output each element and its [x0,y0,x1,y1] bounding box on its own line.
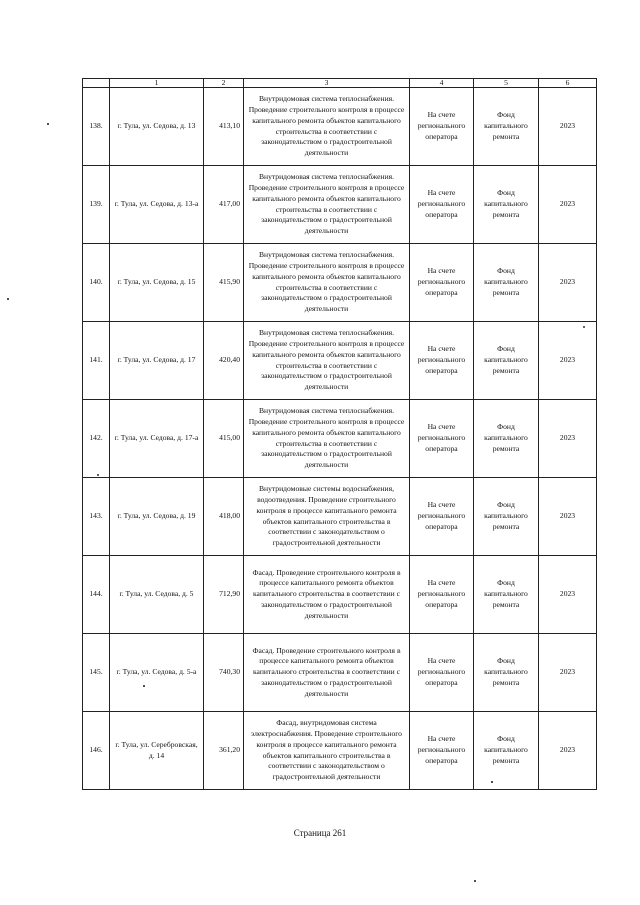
row-account-type: На счете регионального оператора [410,556,474,634]
row-work-description: Фасад. Проведение строительного контроля в процессе капитального ремонта объектов капитального строительства в соответствии с законодательством о градостроительной деятельности [244,634,410,712]
row-fund-source: Фонд капитального ремонта [474,88,539,166]
row-year: 2023 [539,400,597,478]
row-account-type: На счете регионального оператора [410,634,474,712]
row-fund-source: Фонд капитального ремонта [474,712,539,790]
scan-speck [491,781,493,783]
row-account-type: На счете регионального оператора [410,88,474,166]
row-address: г. Тула, ул. Седова, д. 5 [110,556,204,634]
scan-speck [583,326,585,328]
scan-speck [97,474,99,476]
row-number: 145. [83,634,110,712]
row-work-description: Внутридомовая система теплоснабжения. Проведение строительного контроля в процессе капитального ремонта объектов капитального строительства в соответствии с законодательством о градостроительной деятельности [244,166,410,244]
row-area: 361,20 [204,712,244,790]
row-account-type: На счете регионального оператора [410,322,474,400]
table-header-row [83,79,597,88]
row-year: 2023 [539,478,597,556]
row-area: 418,00 [204,478,244,556]
row-number: 143. [83,478,110,556]
row-work-description: Внутридомовая система теплоснабжения. Проведение строительного контроля в процессе капитального ремонта объектов капитального строительства в соответствии с законодательством о градостроительной деятельности [244,400,410,478]
row-address: г. Тула, ул. Седова, д. 5-а [110,634,204,712]
row-account-type: На счете регионального оператора [410,166,474,244]
row-address: г. Тула, ул. Седова, д. 17 [110,322,204,400]
table-row [83,712,597,790]
row-fund-source: Фонд капитального ремонта [474,634,539,712]
row-year: 2023 [539,712,597,790]
row-area: 413,10 [204,88,244,166]
scan-speck [143,685,145,687]
row-fund-source: Фонд капитального ремонта [474,400,539,478]
row-area: 417,00 [204,166,244,244]
table-row [83,166,597,244]
row-area: 415,00 [204,400,244,478]
row-year: 2023 [539,244,597,322]
row-fund-source: Фонд капитального ремонта [474,322,539,400]
row-area: 712,90 [204,556,244,634]
row-address: г. Тула, ул. Седова, д. 13-а [110,166,204,244]
table-row [83,88,597,166]
row-number: 144. [83,556,110,634]
table-row [83,244,597,322]
header-cell-4: 4 [410,79,474,88]
row-account-type: На счете регионального оператора [410,400,474,478]
header-cell-3: 3 [244,79,410,88]
table-body [83,88,597,790]
scan-speck [47,123,49,125]
table-row [83,556,597,634]
row-number: 146. [83,712,110,790]
row-number: 141. [83,322,110,400]
row-number: 140. [83,244,110,322]
row-area: 740,30 [204,634,244,712]
row-address: г. Тула, ул. Седова, д. 13 [110,88,204,166]
row-year: 2023 [539,322,597,400]
row-work-description: Внутридомовая система теплоснабжения. Проведение строительного контроля в процессе капитального ремонта объектов капитального строительства в соответствии с законодательством о градостроительной деятельности [244,244,410,322]
row-year: 2023 [539,166,597,244]
row-area: 420,40 [204,322,244,400]
row-account-type: На счете регионального оператора [410,244,474,322]
table-row [83,400,597,478]
row-fund-source: Фонд капитального ремонта [474,556,539,634]
row-fund-source: Фонд капитального ремонта [474,478,539,556]
row-number: 142. [83,400,110,478]
row-address: г. Тула, ул. Серебровская, д. 14 [110,712,204,790]
row-year: 2023 [539,88,597,166]
row-fund-source: Фонд капитального ремонта [474,244,539,322]
row-fund-source: Фонд капитального ремонта [474,166,539,244]
row-account-type: На счете регионального оператора [410,712,474,790]
page-number: Страница 261 [293,828,347,838]
row-work-description: Внутридомовая система теплоснабжения. Проведение строительного контроля в процессе капитального ремонта объектов капитального строительства в соответствии с законодательством о градостроительной деятельности [244,88,410,166]
header-cell-number [83,79,110,88]
row-address: г. Тула, ул. Седова, д. 19 [110,478,204,556]
row-number: 138. [83,88,110,166]
scan-speck [7,298,9,300]
capital-repair-table [82,78,597,790]
table-row [83,634,597,712]
row-address: г. Тула, ул. Седова, д. 17-а [110,400,204,478]
row-work-description: Фасад, внутридомовая система электроснабжения. Проведение строительного контроля в процессе капитального ремонта объектов капитального строительства в соответствии с законодательством о градостроительной деятельности [244,712,410,790]
table-row [83,322,597,400]
row-work-description: Внутридомовая система теплоснабжения. Проведение строительного контроля в процессе капитального ремонта объектов капитального строительства в соответствии с законодательством о градостроительной деятельности [244,322,410,400]
header-cell-1: 1 [110,79,204,88]
row-work-description: Фасад. Проведение строительного контроля в процессе капитального ремонта объектов капитального строительства в соответствии с законодательством о градостроительной деятельности [244,556,410,634]
header-cell-6: 6 [539,79,597,88]
row-number: 139. [83,166,110,244]
row-year: 2023 [539,556,597,634]
table-row [83,478,597,556]
row-work-description: Внутридомовые системы водоснабжения, водоотведения. Проведение строительного контроля в процессе капитального ремонта объектов капитального строительства в соответствии с законодательством о градостроительной деятельности [244,478,410,556]
row-account-type: На счете регионального оператора [410,478,474,556]
header-cell-2: 2 [204,79,244,88]
header-cell-5: 5 [474,79,539,88]
row-area: 415,90 [204,244,244,322]
row-address: г. Тула, ул. Седова, д. 15 [110,244,204,322]
row-year: 2023 [539,634,597,712]
scan-speck [474,880,476,882]
